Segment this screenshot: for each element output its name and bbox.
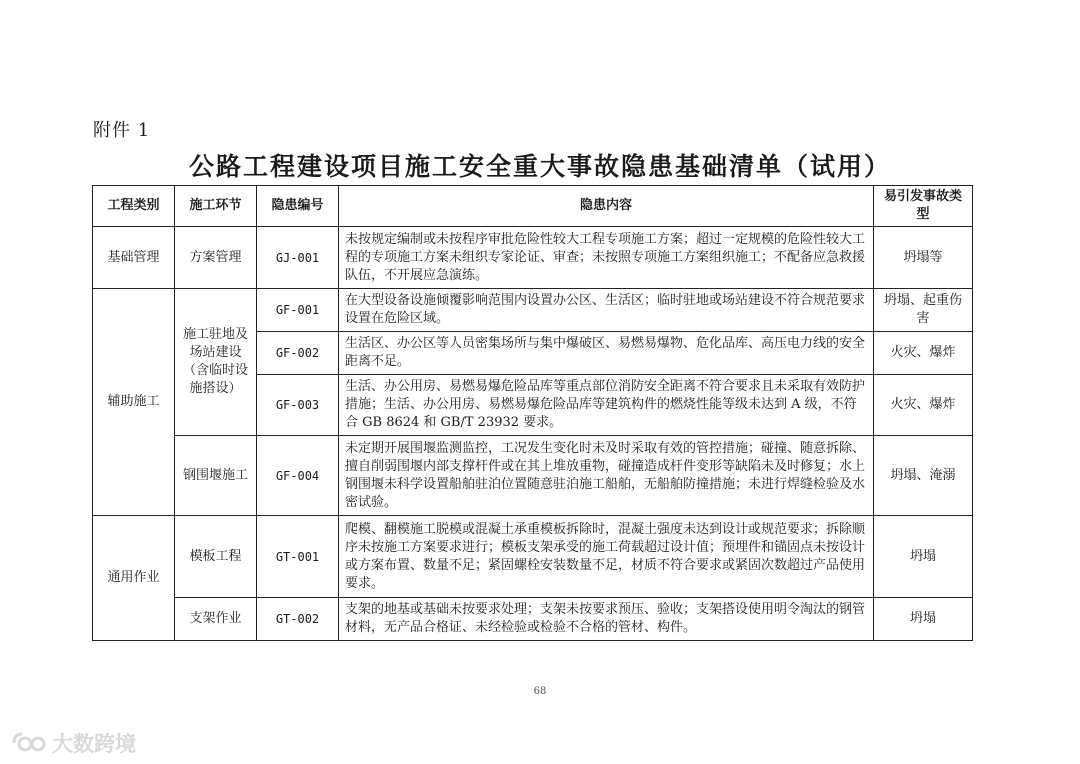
hazard-code-cell: GF-004 bbox=[257, 436, 339, 516]
stage-cell: 模板工程 bbox=[175, 516, 257, 598]
page-number: 68 bbox=[533, 686, 547, 697]
table-header-row bbox=[93, 186, 973, 227]
stage-cell: 方案管理 bbox=[175, 227, 257, 289]
watermark-logo-icon bbox=[10, 731, 46, 755]
hazard-code-cell: GJ-001 bbox=[257, 227, 339, 289]
accident-type-cell: 火灾、爆炸 bbox=[874, 375, 973, 436]
accident-type-cell: 坍塌 bbox=[874, 516, 973, 598]
header-code: 隐患编号 bbox=[257, 186, 339, 227]
table-row bbox=[93, 516, 973, 598]
hazard-code-cell: GF-001 bbox=[257, 289, 339, 332]
watermark bbox=[10, 728, 136, 758]
accident-type-cell: 坍塌 bbox=[874, 598, 973, 641]
stage-cell: 施工驻地及场站建设（含临时设施搭设） bbox=[175, 289, 257, 436]
header-category: 工程类别 bbox=[93, 186, 175, 227]
attachment-label: 附件 1 bbox=[93, 120, 151, 141]
hazard-content-cell: 生活、办公用房、易燃易爆危险品库等重点部位消防安全距离不符合要求且未采取有效防护措施；生活、办公用房、易燃易爆危险品库等建筑构件的燃烧性能等级未达到 A 级，不符合 GB 8624 和 GB/T 23932 要求。 bbox=[339, 375, 874, 436]
table-body bbox=[93, 227, 973, 641]
table-row bbox=[93, 289, 973, 332]
hazard-code-cell: GF-002 bbox=[257, 332, 339, 375]
accident-type-cell: 火灾、爆炸 bbox=[874, 332, 973, 375]
watermark-text: 大数跨境 bbox=[52, 732, 136, 756]
accident-type-cell: 坍塌、起重伤害 bbox=[874, 289, 973, 332]
header-content: 隐患内容 bbox=[339, 186, 874, 227]
accident-type-cell: 坍塌、淹溺 bbox=[874, 436, 973, 516]
table-row bbox=[93, 598, 973, 641]
hazard-content-cell: 在大型设备设施倾覆影响范围内设置办公区、生活区；临时驻地或场站建设不符合规范要求设置在危险区域。 bbox=[339, 289, 874, 332]
table-row bbox=[93, 227, 973, 289]
hazard-content-cell: 爬模、翻模施工脱模或混凝土承重模板拆除时，混凝土强度未达到设计或规范要求；拆除顺序未按施工方案要求进行；模板支架承受的施工荷载超过设计值；预埋件和锚固点未按设计或方案布置、数量不足；紧固螺栓安装数量不足，材质不符合要求或紧固次数超过产品使用要求。 bbox=[339, 516, 874, 598]
stage-cell: 支架作业 bbox=[175, 598, 257, 641]
accident-type-cell: 坍塌等 bbox=[874, 227, 973, 289]
hazard-list-table bbox=[92, 185, 973, 641]
category-cell: 辅助施工 bbox=[93, 289, 175, 516]
hazard-content-cell: 未定期开展围堰监测监控，工况发生变化时未及时采取有效的管控措施；碰撞、随意拆除、擅自削弱围堰内部支撑杆件或在其上堆放重物，碰撞造成杆件变形等缺陷未及时修复；水上钢围堰未科学设置船舶驻泊位置随意驻泊施工船舶，无船舶防撞措施；未进行焊缝检验及水密试验。 bbox=[339, 436, 874, 516]
hazard-content-cell: 生活区、办公区等人员密集场所与集中爆破区、易燃易爆物、危化品库、高压电力线的安全距离不足。 bbox=[339, 332, 874, 375]
header-accident-type: 易引发事故类型 bbox=[874, 186, 973, 227]
hazard-code-cell: GF-003 bbox=[257, 375, 339, 436]
header-stage: 施工环节 bbox=[175, 186, 257, 227]
hazard-code-cell: GT-002 bbox=[257, 598, 339, 641]
document-title: 公路工程建设项目施工安全重大事故隐患基础清单（试用） bbox=[188, 152, 891, 181]
table-row bbox=[93, 436, 973, 516]
stage-cell: 钢围堰施工 bbox=[175, 436, 257, 516]
category-cell: 基础管理 bbox=[93, 227, 175, 289]
hazard-content-cell: 支架的地基或基础未按要求处理；支架未按要求预压、验收；支架搭设使用明令淘汰的钢管材料，无产品合格证、未经检验或检验不合格的管材、构件。 bbox=[339, 598, 874, 641]
hazard-code-cell: GT-001 bbox=[257, 516, 339, 598]
hazard-content-cell: 未按规定编制或未按程序审批危险性较大工程专项施工方案；超过一定规模的危险性较大工程的专项施工方案未组织专家论证、审查；未按照专项施工方案组织施工；不配备应急救援队伍，不开展应急演练。 bbox=[339, 227, 874, 289]
category-cell: 通用作业 bbox=[93, 516, 175, 641]
